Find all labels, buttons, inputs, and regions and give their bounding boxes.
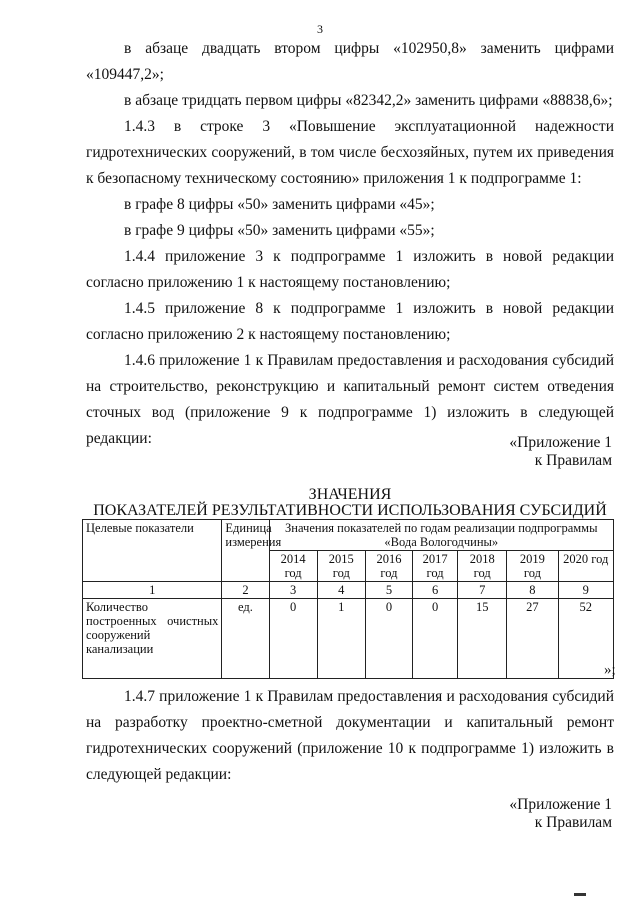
header-indicator: Целевые показатели: [83, 520, 222, 582]
table-closing-quote: »;: [604, 662, 616, 678]
appendix-ref-line: «Приложение 1: [509, 434, 612, 451]
year-cell: 2014 год: [269, 551, 317, 582]
table-row: [83, 599, 614, 679]
appendix-reference-2: [380, 796, 612, 832]
body-text-bottom: [86, 684, 614, 788]
column-number: 5: [365, 582, 412, 599]
year-cell: 2019 год: [507, 551, 558, 582]
heading-line-2: ПОКАЗАТЕЛЕЙ РЕЗУЛЬТАТИВНОСТИ ИСПОЛЬЗОВАНИЯ СУБСИДИЙ: [93, 502, 607, 519]
column-number: 8: [507, 582, 558, 599]
value-cell: 52: [558, 599, 613, 679]
paragraph: в абзаце двадцать втором цифры «102950,8» заменить цифрами «109447,2»;: [86, 40, 614, 83]
year-cell: 2018 год: [458, 551, 507, 582]
indicators-table: [82, 519, 614, 679]
unit-cell: ед.: [222, 599, 269, 679]
value-cell: 15: [458, 599, 507, 679]
column-number: 6: [413, 582, 458, 599]
year-cell: 2016 год: [365, 551, 412, 582]
value-cell: 0: [413, 599, 458, 679]
paragraph: в абзаце тридцать первом цифры «82342,2» заменить цифрами «88838,6»;: [124, 92, 613, 109]
year-cell: 2020 год: [558, 551, 613, 582]
appendix-ref-line: к Правилам: [534, 814, 612, 831]
body-text-top: [86, 36, 614, 452]
paragraph: в графе 9 цифры «50» заменить цифрами «55»;: [124, 222, 435, 239]
appendix-reference-1: [380, 434, 612, 470]
paragraph: 1.4.4 приложение 3 к подпрограмме 1 изложить в новой редакции согласно приложению 1 к настоящему постановлению;: [86, 248, 614, 291]
value-cell: 27: [507, 599, 558, 679]
appendix-ref-line: «Приложение 1: [509, 796, 612, 813]
table-heading: [86, 487, 614, 519]
paragraph: 1.4.7 приложение 1 к Правилам предоставления и расходования субсидий на разработку проектно-сметной документации и капитальный ремонт гидротехнических сооружений (приложение 10 к подпрограмме 1) изложить в следующей редакции:: [86, 688, 614, 783]
column-number: 7: [458, 582, 507, 599]
column-number: 1: [83, 582, 222, 599]
value-cell: 1: [317, 599, 365, 679]
table-header-row: [83, 520, 614, 551]
value-cell: 0: [269, 599, 317, 679]
appendix-ref-line: к Правилам: [534, 452, 612, 469]
column-number: 2: [222, 582, 269, 599]
value-cell: 0: [365, 599, 412, 679]
paragraph: 1.4.3 в строке 3 «Повышение эксплуатационной надежности гидротехнических сооружений, в том числе бесхозяйных, путем их приведения к безопасному техническому состоянию» приложения 1 к подпрограмме 1:: [86, 118, 614, 187]
year-cell: 2017 год: [413, 551, 458, 582]
column-number: 3: [269, 582, 317, 599]
paragraph: 1.4.5 приложение 8 к подпрограмме 1 изложить в новой редакции согласно приложению 2 к настоящему постановлению;: [86, 300, 614, 343]
paragraph: 1.4.6 приложение 1 к Правилам предоставления и расходования субсидий на строительство, реконструкцию и капитальный ремонт систем отведения сточных вод (приложение 9 к подпрограмме 1) изложить в следующей редакции:: [86, 352, 614, 447]
scan-mark: [574, 893, 586, 896]
paragraph: в графе 8 цифры «50» заменить цифрами «45»;: [124, 196, 435, 213]
year-cell: 2015 год: [317, 551, 365, 582]
column-number: 9: [558, 582, 613, 599]
heading-line-1: ЗНАЧЕНИЯ: [308, 486, 392, 503]
page-number: 3: [317, 22, 323, 36]
indicator-name: Количество построенных очистных сооружений канализации: [83, 599, 222, 679]
table-column-numbers-row: [83, 582, 614, 599]
header-values: Значения показателей по годам реализации подпрограммы «Вода Вологодчины»: [269, 520, 613, 551]
header-unit: Единица измерения: [222, 520, 269, 582]
column-number: 4: [317, 582, 365, 599]
